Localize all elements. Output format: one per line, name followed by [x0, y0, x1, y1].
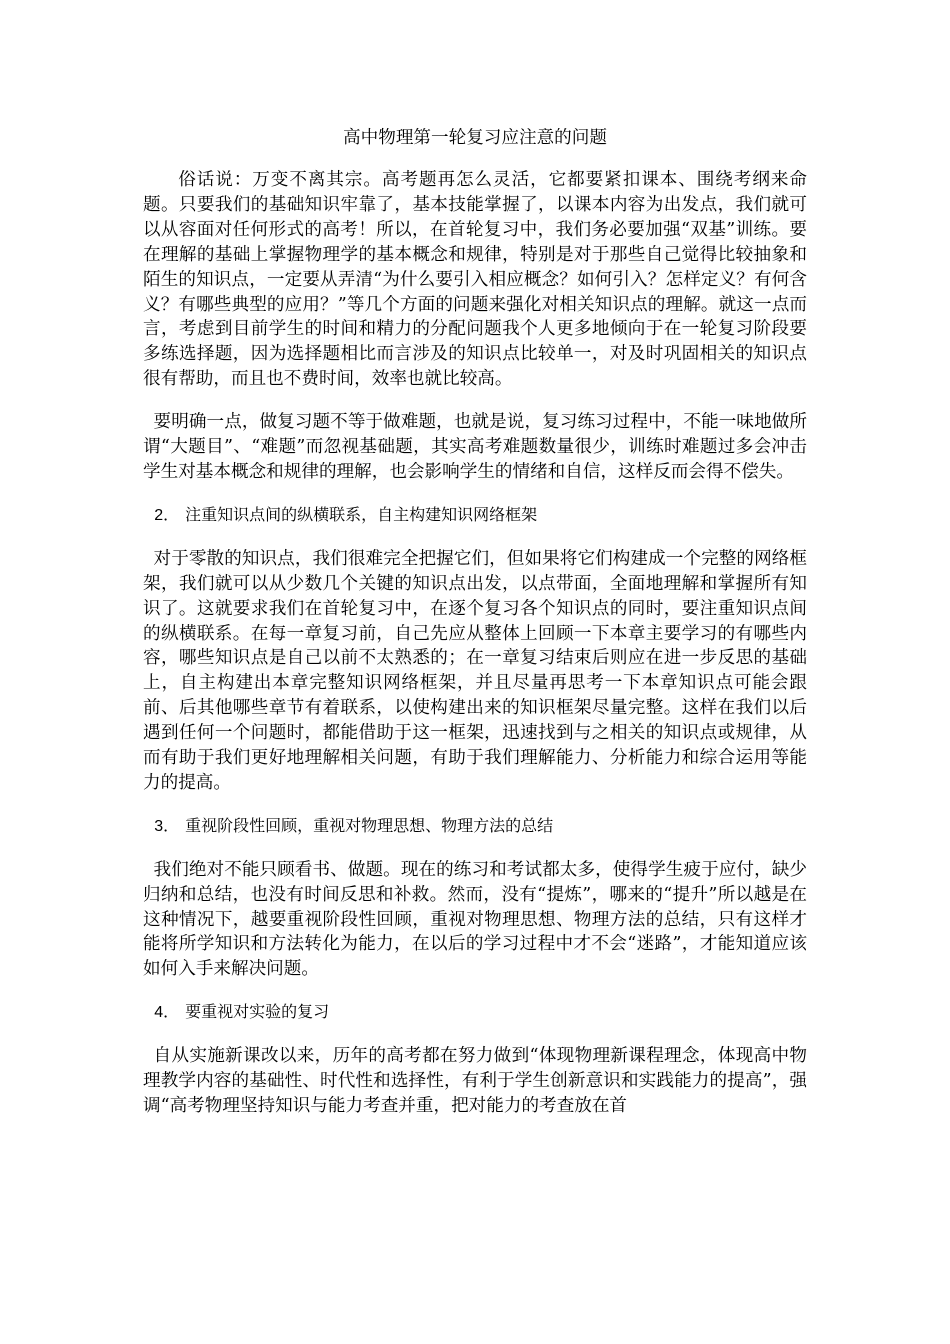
- section-number: 3．: [154, 817, 180, 835]
- section-body-3: 我们绝对不能只顾看书、做题。现在的练习和考试都太多，使得学生疲于应付，缺少归纳和总结，也没有时间反思和补救。然而，没有“提炼”，哪来的“提升”所以越是在这种情况下，越要重视阶段性回顾，重视对物理思想、物理方法的总结，只有这样才能将所学知识和方法转化为能力，在以后的学习过程中才不会“迷路”，才能知道应该如何入手来解决问题。: [143, 859, 807, 980]
- section-heading-text: 注重知识点间的纵横联系，自主构建知识网络框架: [185, 504, 538, 524]
- document-title: 高中物理第一轮复习应注意的问题: [343, 128, 607, 148]
- section-heading-4: [143, 1000, 807, 1026]
- intro-paragraph: 俗话说：万变不离其宗。高考题再怎么灵活，它都要紧扣课本、围绕考纲来命题。只要我们的基础知识牢靠了，基本技能掌握了，以课本内容为出发点，我们就可以从容面对任何形式的高考！所以，在首轮复习中，我们务必要加强“双基”训练。要在理解的基础上掌握物理学的基本概念和规律，特别是对于那些自己觉得比较抽象和陌生的知识点，一定要从弄清“为什么要引入相应概念？如何引入？怎样定义？有何含义？有哪些典型的应用？”等几个方面的问题来强化对相关知识点的理解。就这一点而言，考虑到目前学生的时间和精力的分配问题我个人更多地倾向于在一轮复习阶段要多练选择题，因为选择题相比而言涉及的知识点比较单一，对及时巩固相关的知识点很有帮助，而且也不费时间，效率也就比较高。: [143, 170, 807, 390]
- section-heading-text: 重视阶段性回顾，重视对物理思想、物理方法的总结: [185, 815, 554, 835]
- section-heading-text: 要重视对实验的复习: [185, 1002, 330, 1022]
- section-number: 4．: [154, 1004, 180, 1022]
- document-page: [143, 120, 807, 1137]
- second-paragraph: 要明确一点，做复习题不等于做难题，也就是说，复习练习过程中，不能一味地做所谓“大题目”、“难题”而忽视基础题，其实高考难题数量很少，训练时难题过多会冲击学生对基本概念和规律的理解，也会影响学生的情绪和自信，这样反而会得不偿失。: [143, 412, 807, 482]
- section-body-2: 对于零散的知识点，我们很难完全把握它们，但如果将它们构建成一个完整的网络框架，我们就可以从少数几个关键的知识点出发，以点带面，全面地理解和掌握所有知识了。这就要求我们在首轮复习中，在逐个复习各个知识点的同时，要注重知识点间的纵横联系。在每一章复习前，自己先应从整体上回顾一下本章主要学习的有哪些内容，哪些知识点是自己以前不太熟悉的；在一章复习结束后则应在进一步反思的基础上，自主构建出本章完整知识网络框架，并且尽量再思考一下本章知识点可能会跟前、后其他哪些章节有着联系，以使构建出来的知识框架尽量完整。这样在我们以后遇到任何一个问题时，都能借助于这一框架，迅速找到与之相关的知识点或规律，从而有助于我们更好地理解相关问题，有助于我们理解能力、分析能力和综合运用等能力的提高。: [143, 548, 807, 793]
- section-heading-3: [143, 814, 807, 840]
- section-number: 2．: [154, 506, 180, 524]
- section-heading-2: [143, 503, 807, 529]
- section-body-4: 自从实施新课改以来，历年的高考都在努力做到“体现物理新课程理念，体现高中物理教学内容的基础性、时代性和选择性，有利于学生创新意识和实践能力的提高”，强调“高考物理坚持知识与能力考查并重，把对能力的考查放在首: [143, 1046, 807, 1116]
